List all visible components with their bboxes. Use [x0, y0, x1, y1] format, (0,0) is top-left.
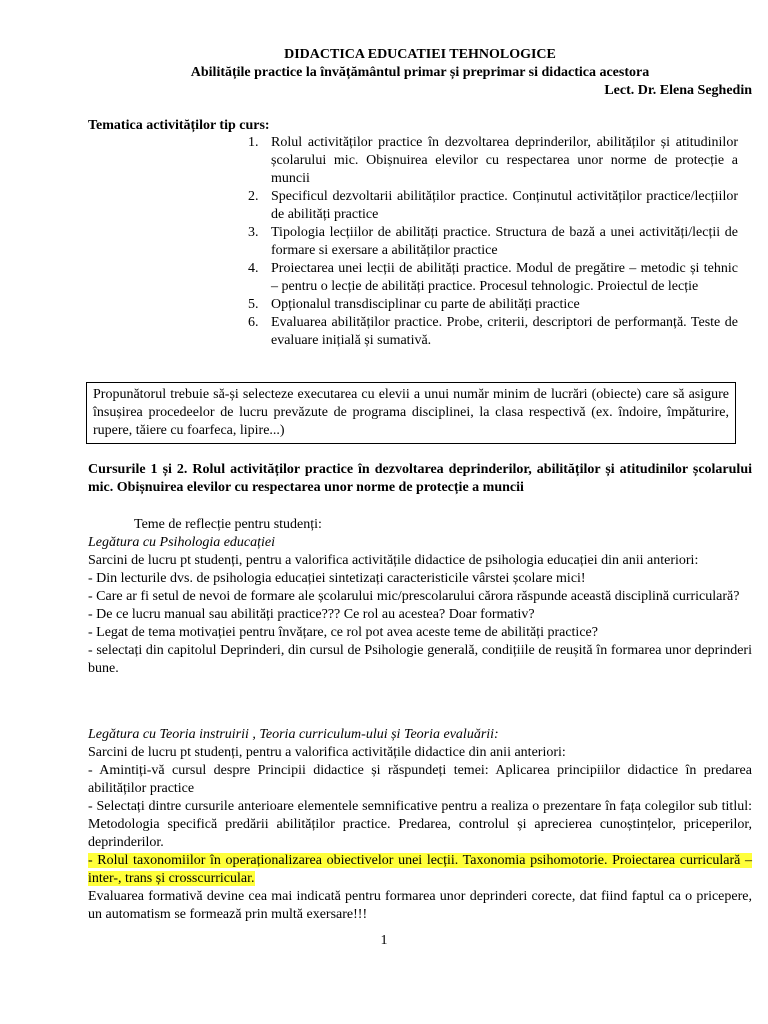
reflection-heading: Teme de reflecție pentru studenți: — [134, 517, 322, 532]
topic-item: 6. Evaluarea abilităților practice. Probe, criterii, descriptori de performanță. Teste de evaluare inițială și sumativă. — [248, 315, 738, 348]
course-section — [88, 461, 752, 497]
task-item: - selectați din capitolul Deprinderi, din cursul de Psihologie generală, condițiile de reușită în formarea unor deprinderi bune. — [88, 643, 752, 676]
topics-heading: Tematica activităților tip curs: — [88, 118, 270, 133]
topic-item: 4. Proiectarea unei lecții de abilități practice. Modul de pregătire – metodic și tehnic – pentru o lecție de abilități practice. Procesul tehnologic. Proiectul de lecție — [248, 261, 738, 294]
course-title: Cursurile 1 și 2. Rolul activităților practice în dezvoltarea deprinderilor, abilităților și atitudinilor școlarului mic. Obișnuirea elevilor cu respectarea unor norme de protecție a muncii — [88, 462, 752, 495]
task-item: - Selectați dintre cursurile anterioare elementele semnificative pentru a realiza o prezentare în fața colegilor sub titlul: Metodologia specifică predării abilităților practice. Predarea, controlul și aprecierea cunoștințelor, priceperilor, deprinderilor. — [88, 799, 752, 850]
highlighted-task — [88, 852, 752, 888]
topic-item: 2. Specificul dezvoltarii abilităților practice. Conținutul activităților practice/lecțiilor de abilități practice — [248, 189, 738, 222]
highlighted-text: - Rolul taxonomiilor în operaționalizarea obiectivelor unei lecții. Taxonomia psihomotorie. Proiectarea curriculară – inter-, trans și crosscurricular. — [88, 853, 752, 886]
document-subtitle: Abilitățile practice la învățământul primar și preprimar si didactica acestora — [190, 65, 650, 80]
task-item: - Legat de tema motivației pentru învățare, ce rol pot avea aceste teme de abilități practice? — [88, 625, 598, 640]
task-item: - Din lecturile dvs. de psihologia educației sintetizați caracteristicile vârstei școlare mici! — [88, 571, 586, 586]
instruction-block — [88, 726, 752, 924]
section-heading-psychology: Legătura cu Psihologia educației — [88, 535, 276, 550]
document-header — [88, 46, 752, 100]
author-line: Lect. Dr. Elena Seghedin — [604, 83, 752, 98]
section-intro: Sarcini de lucru pt studenți, pentru a valorifica activitățile didactice de psihologia educației din anii anteriori: — [88, 553, 699, 568]
boxed-note: Propunătorul trebuie să-și selecteze executarea cu elevii a unui număr minim de lucrări (obiecte) care să asigure însușirea procedeelor de lucru prevăzute de programa disciplinei, la clasa respectivă (ex. îndoire, împăturire, rupere, tăiere cu foarfeca, lipire...) — [86, 382, 736, 444]
topic-item: 5. Opționalul transdisciplinar cu parte de abilități practice — [248, 297, 580, 312]
task-item: - Care ar fi setul de nevoi de formare ale școlarului mic/prescolarului cărora răspunde această disciplină curriculară? — [88, 589, 740, 604]
section-intro: Sarcini de lucru pt studenți, pentru a valorifica activitățile didactice din anii anteriori: — [88, 745, 566, 760]
page-number: 1 — [380, 933, 388, 948]
topic-item: 1. Rolul activităților practice în dezvoltarea deprinderilor, abilităților și atitudinilor școlarului mic. Obișnuirea elevilor cu respectarea unor norme de protecție a muncii — [248, 135, 738, 186]
topic-item: 3. Tipologia lecțiilor de abilități practice. Structura de bază a unei activități/lecții de formare si exersare a abilităților practice — [248, 225, 738, 258]
closing-paragraph: Evaluarea formativă devine cea mai indicată pentru formarea unor deprinderi corecte, dat fiind faptul ca o pricepere, un automatism se formează prin multă exersare!!! — [88, 889, 752, 922]
section-heading-theory: Legătura cu Teoria instruirii , Teoria curriculum-ului și Teoria evaluării: — [88, 727, 499, 742]
document-title: DIDACTICA EDUCATIEI TEHNOLOGICE — [284, 47, 556, 62]
task-item: - De ce lucru manual sau abilități practice??? Ce rol au acestea? Doar formativ? — [88, 607, 535, 622]
topics-list — [248, 134, 738, 350]
reflection-block — [88, 516, 752, 678]
task-item: - Amintiți-vă cursul despre Principii didactice și răspundeți temei: Aplicarea principiilor didactice în predarea abilităților practice — [88, 763, 752, 796]
topics-section — [88, 117, 738, 348]
